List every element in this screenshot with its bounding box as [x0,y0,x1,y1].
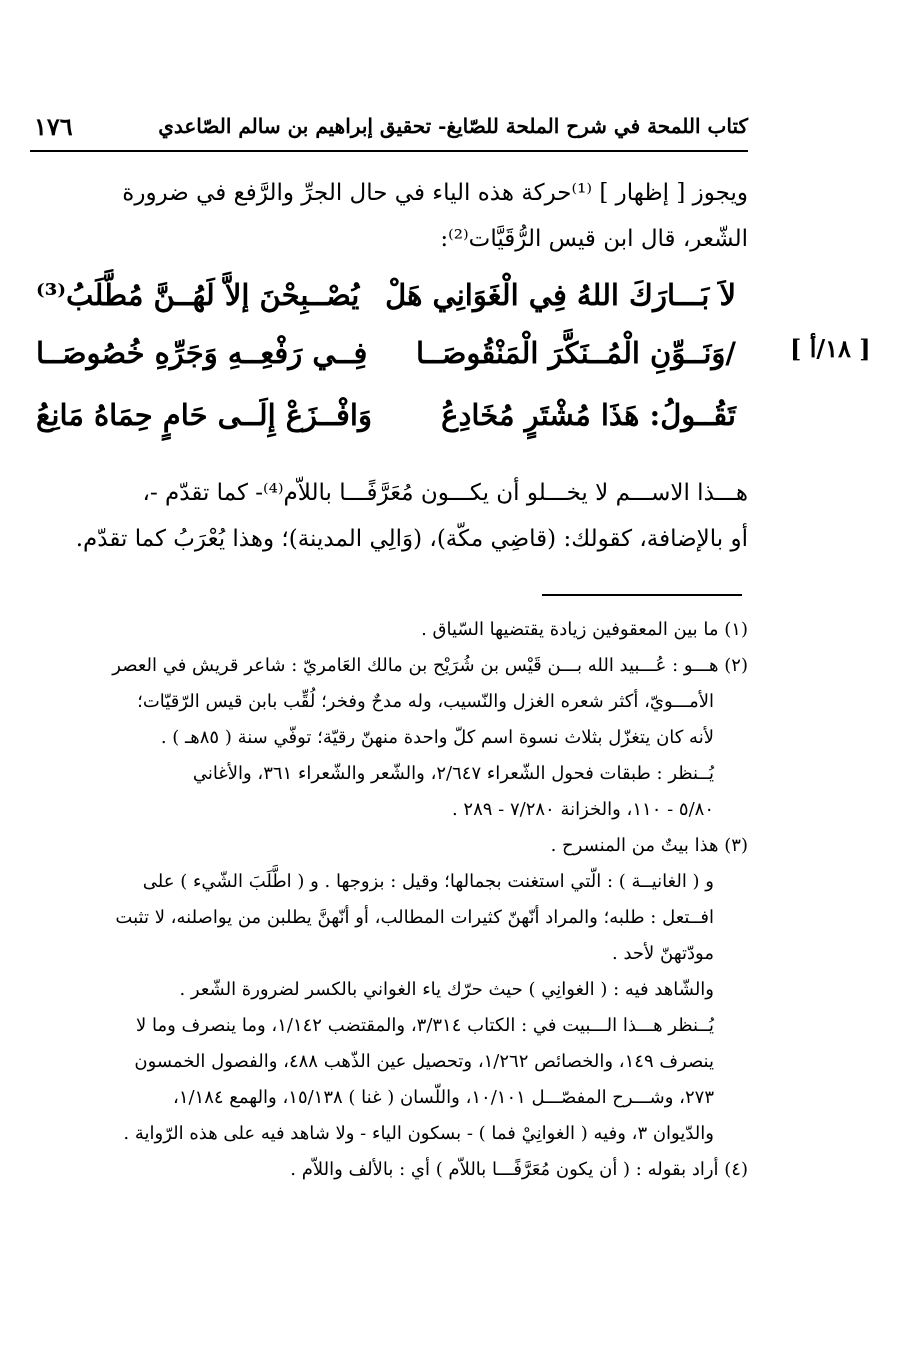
verse-2-second-hemistich: فِــي رَفْعِــهِ وَجَرِّهِ خُصُوصَــا [36,336,368,370]
footnote-line: الأمـــويّ، أكثر شعره الغزل والنّسيب، وله مدحٌ وفخر؛ لُقِّب بابن قيس الرّقيّات؛ [137,691,714,712]
footnote-line: ٢٧٣، وشـــرح المفصّـــل ١٠/١٠١، واللّسان ( غنا ) ١٥/١٣٨، والهمع ١/١٨٤، [173,1087,714,1108]
footnotes [30,612,748,1188]
paragraph-2 [30,470,748,562]
footnote-line: (٢) هـــو : عُـــبيد الله بـــن قَيْس بن شُرَيْح بن مالك العَامريّ : شاعر قريش في العصر [112,655,748,676]
header-rule [30,150,748,152]
page-number: ١٧٦ [34,112,73,141]
verse-1-second-hemistich: يُصْــبِحْنَ إلاَّ لَهُــنَّ مُطَّلَبُ⁽³⁾ [36,278,360,312]
footnote-line: لأنه كان يتغزّل بثلاث نسوة اسم كلّ واحدة منهنّ رقيّة؛ توفّي سنة ( ٨٥هـ ) . [160,727,714,748]
paragraph-1 [30,170,748,262]
footnote-line: (١) ما بين المعقوفين زيادة يقتضيها السّياق . [421,619,748,640]
verse-line-1 [36,278,736,334]
footnote-line: يُــنظر : طبقات فحول الشّعراء ٢/٦٤٧، والشّعر والشّعراء ٣٦١، والأغاني [192,763,714,784]
footnote-separator [542,594,742,596]
verse-line-3 [36,398,736,454]
verse-line-2 [36,336,736,392]
footnote-line: والدّيوان ٣، وفيه ( الغوانِيْ فما ) - بسكون الياء - ولا شاهد فيه على هذه الرّواية . [123,1123,714,1144]
paragraph-1-line-1: ويجوز [ إظهار ] ⁽¹⁾حركة هذه الياء في حال الجرِّ والرَّفع في ضرورة [122,180,748,206]
footnote-line: ٥/٨٠ - ١١٠، والخزانة ٧/٢٨٠ - ٢٨٩ . [451,799,714,820]
paragraph-2-line-1: هـــذا الاســـم لا يخـــلو أن يكـــون مُعَرَّفًـــا باللاّم⁽⁴⁾- كما تقدّم -، [142,480,748,506]
paragraph-2-line-2: أو بالإضافة، كقولك: (قاضِي مكّة)، (وَالِي المدينة)؛ وهذا يُعْرَبُ كما تقدّم. [75,526,748,552]
footnote-line: يُــنظر هـــذا الـــبيت في : الكتاب ٣/٣١٤، والمقتضب ١/١٤٢، وما ينصرف وما لا [135,1015,714,1036]
paragraph-1-line-2: الشّعر، قال ابن قيس الرُّقَيَّات⁽²⁾: [440,226,748,252]
verse-2-first-hemistich: /وَنَــوِّنِ الْمُــنَكَّرَ الْمَنْقُوصَــا [415,336,736,370]
footnote-line: و ( الغانيــة ) : الّتي استغنت بجمالها؛ وقيل : بزوجها . و ( اطَّلَبَ الشّيء ) على [142,871,714,892]
manuscript-folio-reference: [ ١٨/أ ] [790,334,871,363]
verse-3-first-hemistich: تَقُــولُ: هَذَا مُشْتَرٍ مُخَادِعُ [441,398,736,432]
footnote-line: والشّاهد فيه : ( الغوانِي ) حيث حرّك ياء الغواني بالكسر لضرورة الشّعر . [179,979,714,1000]
verse-3-second-hemistich: وَافْــزَعْ إِلَــى حَامٍ حِمَاهُ مَانِعُ [36,398,372,432]
footnote-line: (٤) أراد بقوله : ( أن يكون مُعَرَّفًـــا باللاّم ) أي : بالألف واللاّم . [290,1159,748,1180]
verse-1-first-hemistich: لاَ بَـــارَكَ اللهُ فِي الْغَوَانِي هَلْ [385,278,736,312]
running-header [30,112,748,146]
footnote-line: افــتعل : طلبه؛ والمراد أنّهنّ كثيرات المطالب، أو أنّهنَّ يطلبن من يواصلنه، لا تثبت [115,907,714,928]
footnote-line: ينصرف ١٤٩، والخصائص ١/٢٦٢، وتحصيل عين الذّهب ٤٨٨، والفصول الخمسون [134,1051,714,1072]
footnote-line: مودّتهنّ لأحد . [612,943,714,964]
footnote-line: (٣) هذا بيتٌ من المنسرح . [550,835,748,856]
header-title: كتاب اللمحة في شرح الملحة للصّايغ- تحقيق إبراهيم بن سالم الصّاعدي [158,114,748,138]
